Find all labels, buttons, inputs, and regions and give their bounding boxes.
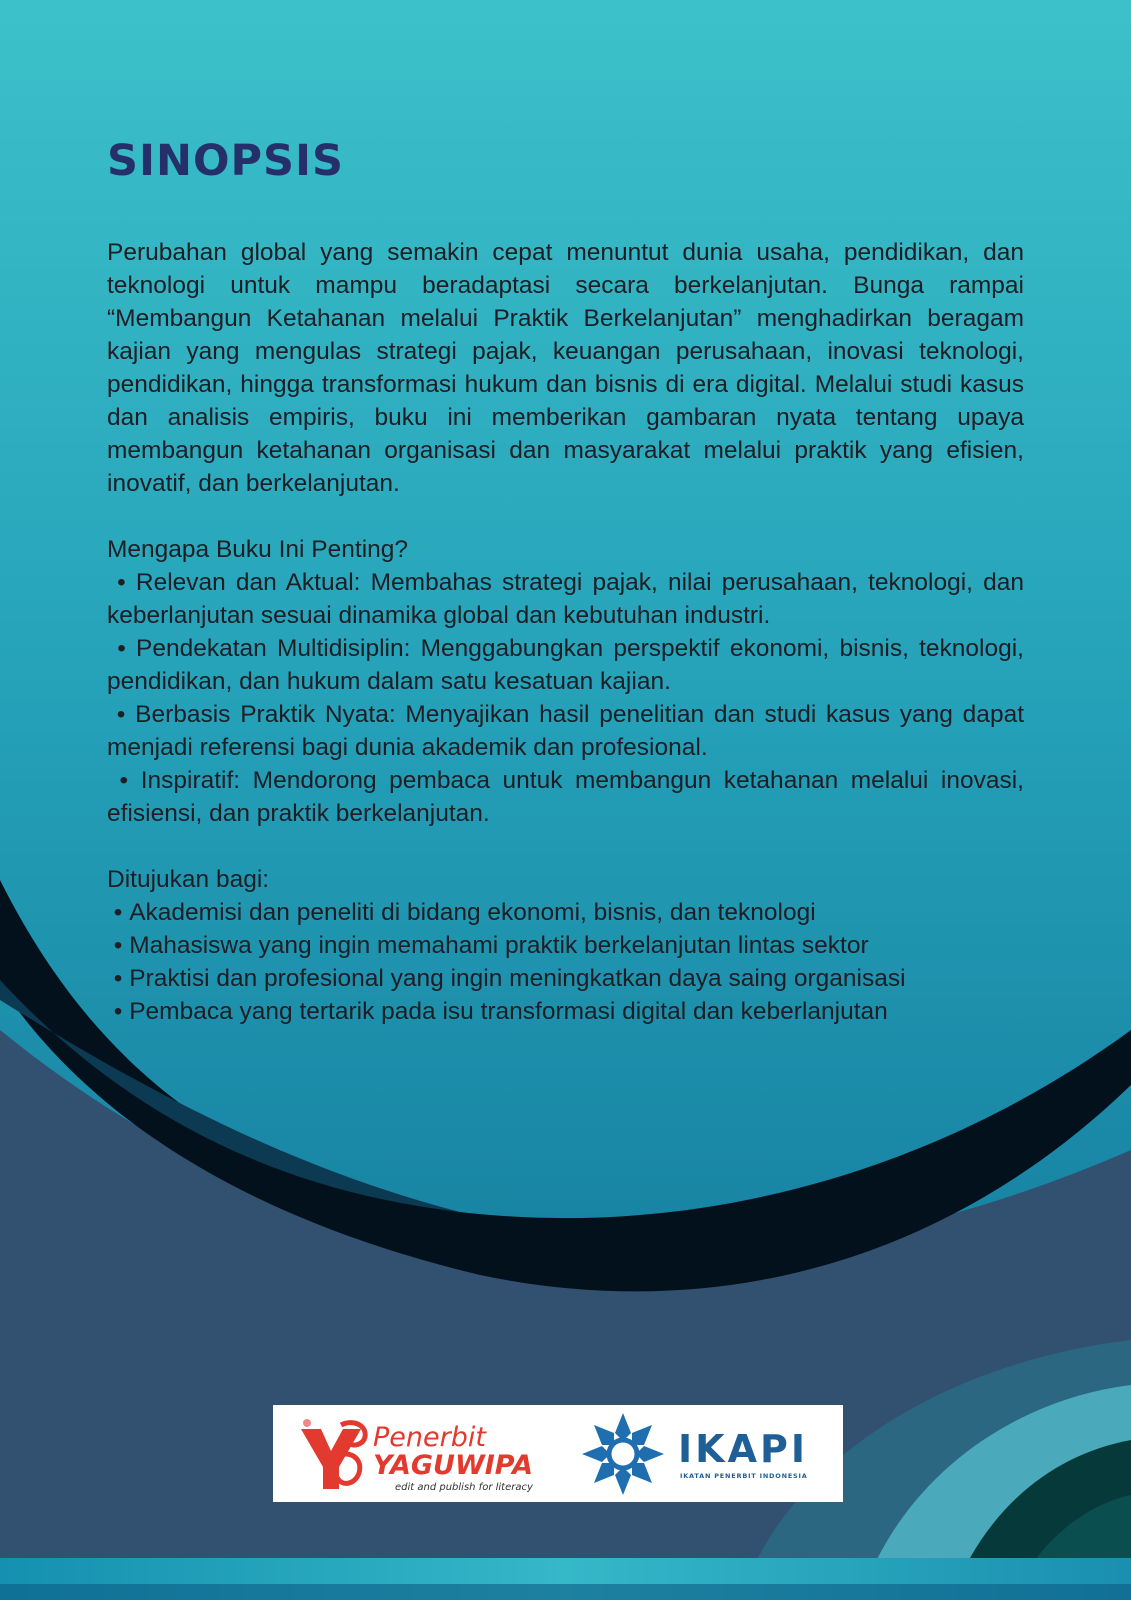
publisher-tagline: edit and publish for literacy <box>395 1482 533 1493</box>
ikapi-logo <box>580 1411 830 1497</box>
publisher-logos-panel <box>273 1405 843 1502</box>
ikapi-name: IKAPI <box>678 1427 808 1471</box>
list-item: • Praktisi dan profesional yang ingin meningkatkan daya saing organisasi <box>107 962 1024 995</box>
list-item: • Pembaca yang tertarik pada isu transformasi digital dan keberlanjutan <box>107 995 1024 1028</box>
yaguwipa-badge-icon <box>291 1415 371 1495</box>
list-item: • Akademisi dan peneliti di bidang ekonomi, bisnis, dan teknologi <box>107 896 1024 929</box>
yaguwipa-logo <box>291 1415 561 1495</box>
ikapi-star-icon <box>580 1411 666 1497</box>
audience-list <box>107 896 1024 1028</box>
publisher-word: Penerbit <box>373 1422 486 1453</box>
ikapi-subtitle: IKATAN PENERBIT INDONESIA <box>680 1472 808 1480</box>
why-list <box>107 566 1024 830</box>
publisher-brand: YAGUWIPA <box>373 1450 533 1481</box>
list-item: • Mahasiswa yang ingin memahami praktik berkelanjutan lintas sektor <box>107 929 1024 962</box>
page-title: SINOPSIS <box>107 136 344 186</box>
bottom-bar-shadow <box>0 1584 1131 1600</box>
list-item: • Inspiratif: Mendorong pembaca untuk membangun ketahanan melalui inovasi, efisiensi, dan praktik berkelanjutan. <box>107 764 1024 830</box>
list-item: • Pendekatan Multidisiplin: Menggabungkan perspektif ekonomi, bisnis, teknologi, pendidikan, dan hukum dalam satu kesatuan kajian. <box>107 632 1024 698</box>
why-heading: Mengapa Buku Ini Penting? <box>107 536 409 563</box>
list-item: • Berbasis Praktik Nyata: Menyajikan hasil penelitian dan studi kasus yang dapat menjadi referensi bagi dunia akademik dan profesional. <box>107 698 1024 764</box>
audience-heading: Ditujukan bagi: <box>107 866 270 893</box>
list-item: • Relevan dan Aktual: Membahas strategi pajak, nilai perusahaan, teknologi, dan keberlanjutan sesuai dinamika global dan kebutuhan industri. <box>107 566 1024 632</box>
synopsis-paragraph: Perubahan global yang semakin cepat menuntut dunia usaha, pendidikan, dan teknologi untuk mampu beradaptasi secara berkelanjutan. Bunga rampai “Membangun Ketahanan melalui Praktik Berkelanjutan” menghadirkan beragam kajian yang mengulas strategi pajak, keuangan perusahaan, inovasi teknologi, pendidikan, hingga transformasi hukum dan bisnis di era digital. Melalui studi kasus dan analisis empiris, buku ini memberikan gambaran nyata tentang upaya membangun ketahanan organisasi dan masyarakat melalui praktik yang efisien, inovatif, dan berkelanjutan. <box>107 239 1024 497</box>
